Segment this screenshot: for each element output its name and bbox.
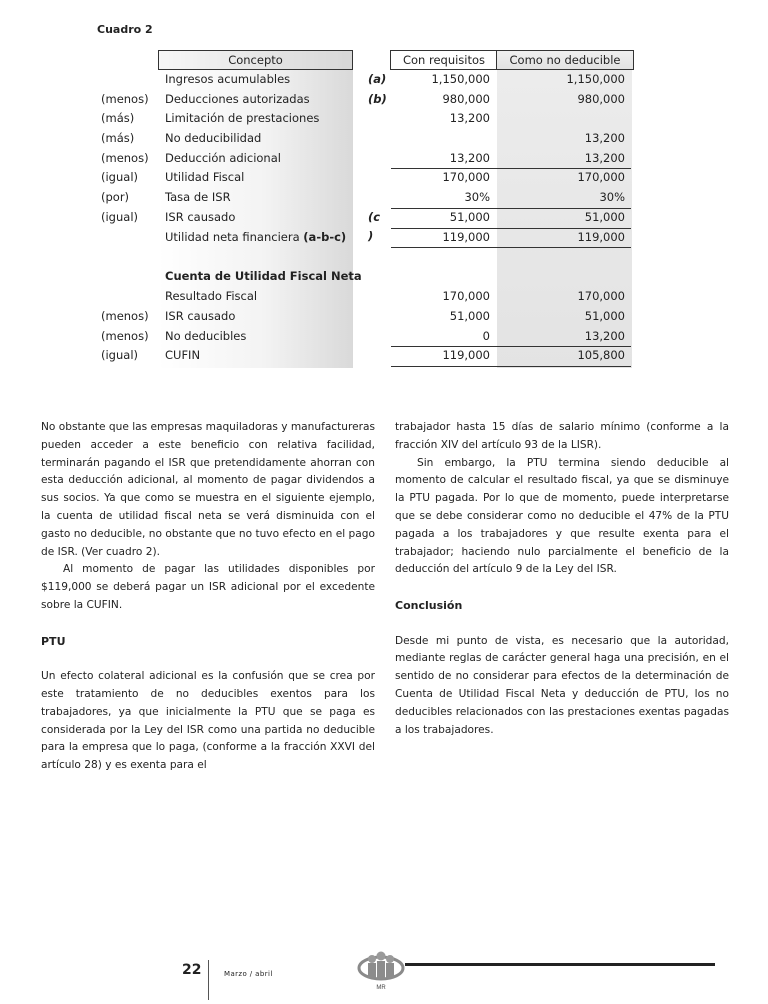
row-value-requisitos: 170,000 bbox=[442, 170, 490, 184]
table-row bbox=[0, 129, 768, 148]
row-operator: (menos) bbox=[101, 309, 149, 323]
table-row bbox=[0, 228, 768, 247]
page-number: 22 bbox=[182, 962, 202, 978]
row-value-no-deducible: 119,000 bbox=[577, 230, 625, 244]
table-row bbox=[0, 109, 768, 128]
row-operator: (menos) bbox=[101, 329, 149, 343]
row-value-requisitos: 980,000 bbox=[442, 92, 490, 106]
concept-header: Concepto bbox=[158, 50, 353, 70]
section-heading-label: Cuenta de Utilidad Fiscal Neta bbox=[165, 269, 362, 283]
paragraph: Sin embargo, la PTU termina siendo deducible al momento de calcular el resultado fiscal, ya que se disminuye la PTU pagada. Por lo que de momento, puede interpretarse que se debe considerar como no deducible el 47% de la PTU pagada a los trabajadores y que resulte exenta para el trabajador; haciendo nulo parcialmente el beneficio de la deducción del artículo 9 de la Ley del ISR. bbox=[395, 456, 729, 576]
row-operator: (más) bbox=[101, 131, 135, 145]
row-mark: (c ) bbox=[368, 210, 381, 243]
row-operator: (más) bbox=[101, 111, 135, 125]
row-value-requisitos: 13,200 bbox=[449, 111, 490, 125]
total-rule bbox=[391, 228, 631, 229]
row-operator: (igual) bbox=[101, 348, 138, 362]
paragraph: Un efecto colateral adicional es la confusión que se crea por este tratamiento de no deducibles exentos para los trabajadores, ya que inicialmente la PTU que se paga es considerada por la Ley del ISR como una partida no deducible para la empresa que lo paga, (conforme a la fracción XXVI del artículo 28) y es exenta para el bbox=[41, 670, 375, 772]
row-label-text: Utilidad neta financiera bbox=[165, 230, 300, 244]
row-label: Limitación de prestaciones bbox=[165, 111, 320, 125]
row-value-no-deducible: 51,000 bbox=[584, 309, 625, 323]
row-label: Deducción adicional bbox=[165, 151, 281, 165]
row-value-requisitos: 1,150,000 bbox=[431, 72, 490, 86]
row-value-requisitos: 0 bbox=[482, 329, 490, 343]
paragraph: trabajador hasta 15 días de salario mínimo (conforme a la fracción XIV del artículo 93 de la LISR). bbox=[395, 421, 729, 451]
row-value-no-deducible: 1,150,000 bbox=[566, 72, 625, 86]
row-label: ISR causado bbox=[165, 210, 236, 224]
row-operator: (igual) bbox=[101, 170, 138, 184]
table-row bbox=[0, 149, 768, 168]
total-rule bbox=[391, 247, 631, 248]
total-rule bbox=[391, 346, 631, 347]
row-value-requisitos: 170,000 bbox=[442, 289, 490, 303]
table-section-heading bbox=[0, 267, 768, 286]
row-operator: (menos) bbox=[101, 92, 149, 106]
issue-label: Marzo / abril bbox=[224, 970, 273, 978]
con-requisitos-header: Con requisitos bbox=[390, 50, 498, 70]
row-label: Ingresos acumulables bbox=[165, 72, 291, 86]
row-label: No deducibles bbox=[165, 329, 247, 343]
total-rule bbox=[391, 366, 631, 367]
total-rule bbox=[391, 168, 631, 169]
row-value-no-deducible: 13,200 bbox=[584, 151, 625, 165]
row-value-no-deducible: 170,000 bbox=[577, 289, 625, 303]
row-label: ISR causado bbox=[165, 309, 236, 323]
left-text-column bbox=[41, 419, 375, 775]
paragraph: Al momento de pagar las utilidades disponibles por $119,000 se deberá pagar un ISR adicional por el excedente sobre la CUFIN. bbox=[41, 563, 375, 611]
footer-rule bbox=[405, 963, 715, 966]
table-row-blank bbox=[0, 248, 768, 267]
no-deducible-header: Como no deducible bbox=[496, 50, 634, 70]
table-row bbox=[0, 188, 768, 207]
table-row bbox=[0, 70, 768, 89]
row-value-no-deducible: 51,000 bbox=[584, 210, 625, 224]
row-value-requisitos: 51,000 bbox=[449, 210, 490, 224]
row-value-no-deducible: 13,200 bbox=[584, 329, 625, 343]
row-value-requisitos: 119,000 bbox=[442, 348, 490, 362]
row-value-no-deducible: 30% bbox=[599, 190, 625, 204]
publisher-logo-icon bbox=[356, 948, 406, 992]
row-mark: (a) bbox=[368, 72, 387, 86]
row-value-requisitos: 119,000 bbox=[442, 230, 490, 244]
total-rule bbox=[391, 208, 631, 209]
table-row bbox=[0, 90, 768, 109]
row-label: Resultado Fiscal bbox=[165, 289, 258, 303]
table-title: Cuadro 2 bbox=[97, 23, 153, 36]
footer-divider bbox=[208, 960, 209, 1000]
paragraph: Desde mi punto de vista, es necesario que la autoridad, mediante reglas de carácter general haga una precisión, en el sentido de no considerar para efectos de la determinación de Cuenta de Utilidad Fiscal Neta y deducción de PTU, los no deducibles relacionados con las prestaciones exentas pagadas a los trabajadores. bbox=[395, 634, 729, 736]
row-value-requisitos: 13,200 bbox=[449, 151, 490, 165]
row-operator: (igual) bbox=[101, 210, 138, 224]
section-heading-conclusion: Conclusión bbox=[395, 598, 463, 612]
table-row bbox=[0, 327, 768, 346]
row-mark: (b) bbox=[368, 92, 387, 106]
row-value-no-deducible: 13,200 bbox=[584, 131, 625, 145]
table-row bbox=[0, 307, 768, 326]
table-row bbox=[0, 287, 768, 306]
table-row bbox=[0, 346, 768, 365]
row-label bbox=[165, 228, 346, 247]
paragraph: No obstante que las empresas maquiladoras y manufactureras pueden acceder a este beneficio con relativa facilidad, terminarán pagando el ISR que pretendidamente ahorran con esta deducción adicional, al momento de pagar dividendos a sus socios. Ya que como se muestra en el siguiente ejemplo, la cuenta de utilidad fiscal neta se verá disminuida con el gasto no deducible, no obstante que no tuvo efecto en el pago de ISR. (Ver cuadro 2). bbox=[41, 421, 376, 558]
logo-text: MR bbox=[376, 985, 386, 991]
row-label: No deducibilidad bbox=[165, 131, 262, 145]
row-label: Deducciones autorizadas bbox=[165, 92, 310, 106]
row-value-requisitos: 51,000 bbox=[449, 309, 490, 323]
right-text-column bbox=[395, 419, 729, 739]
row-operator: (menos) bbox=[101, 151, 149, 165]
row-label: Utilidad Fiscal bbox=[165, 170, 245, 184]
row-operator: (por) bbox=[101, 190, 130, 204]
row-label: Tasa de ISR bbox=[165, 190, 231, 204]
row-value-no-deducible: 105,800 bbox=[577, 348, 625, 362]
table-row bbox=[0, 168, 768, 187]
section-heading-ptu: PTU bbox=[41, 634, 66, 648]
row-value-no-deducible: 170,000 bbox=[577, 170, 625, 184]
row-value-no-deducible: 980,000 bbox=[577, 92, 625, 106]
row-value-requisitos: 30% bbox=[464, 190, 490, 204]
row-label: CUFIN bbox=[165, 348, 201, 362]
row-label-formula: (a-b-c) bbox=[303, 230, 347, 244]
